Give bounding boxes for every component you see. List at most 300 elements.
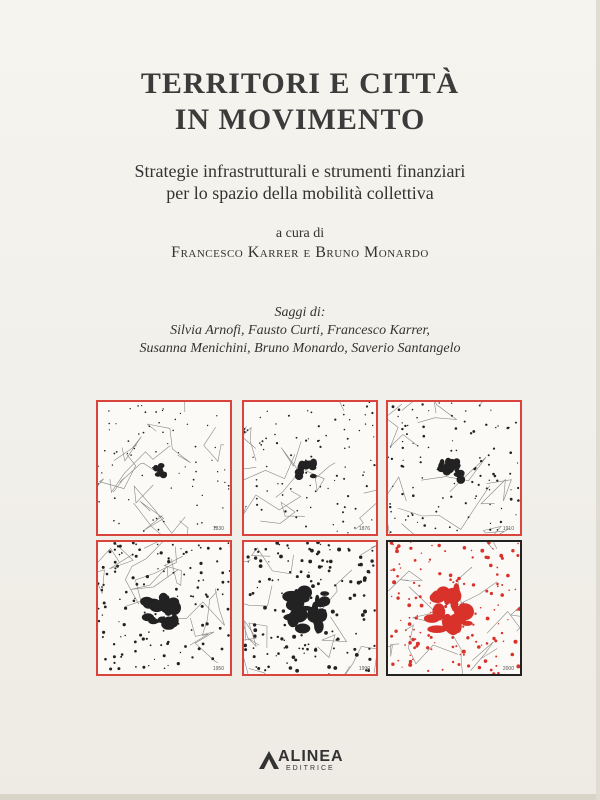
map-settlement: [472, 430, 475, 433]
editors-names: Francesco Karrer e Bruno Monardo: [171, 244, 429, 261]
title-line-1: TERRITORI E CITTÀ: [140, 67, 460, 100]
map-settlement: [103, 602, 106, 605]
map-settlement: [422, 426, 425, 429]
map-settlement: [320, 579, 322, 581]
map-settlement: [195, 603, 197, 605]
map-settlement: [134, 598, 135, 599]
map-settlement: [134, 448, 135, 449]
map-settlement: [498, 623, 499, 624]
map-road: [260, 502, 305, 523]
map-settlement: [104, 606, 107, 609]
map-urban-area: [296, 469, 301, 474]
map-settlement: [409, 660, 412, 663]
map-settlement: [479, 405, 481, 407]
map-settlement: [372, 564, 374, 566]
map-settlement: [409, 617, 411, 619]
map-settlement: [224, 469, 225, 470]
map-settlement: [430, 648, 432, 650]
map-settlement: [143, 530, 145, 532]
map-settlement: [392, 568, 395, 571]
map-settlement: [135, 666, 137, 668]
map-settlement: [101, 589, 103, 591]
map-settlement: [475, 641, 477, 643]
map-settlement: [421, 403, 423, 405]
map-settlement: [207, 425, 208, 426]
map-settlement: [98, 608, 100, 610]
map-settlement: [215, 447, 216, 448]
map-settlement: [128, 440, 130, 442]
map-settlement: [264, 669, 266, 671]
map-settlement: [168, 557, 170, 559]
map-settlement: [290, 488, 292, 490]
map-settlement: [288, 415, 290, 417]
map-settlement: [203, 579, 205, 581]
map-settlement: [509, 473, 511, 475]
map-settlement: [463, 654, 465, 656]
map-settlement: [365, 423, 366, 424]
map-road: [190, 618, 218, 663]
map-settlement: [428, 447, 430, 449]
map-settlement: [411, 513, 413, 515]
map-settlement: [344, 506, 346, 508]
map-settlement: [279, 544, 281, 546]
map-settlement: [497, 672, 500, 674]
map-settlement: [397, 544, 401, 548]
map-settlement: [334, 480, 335, 481]
map-settlement: [494, 609, 496, 611]
map-settlement: [417, 445, 418, 446]
map-settlement: [500, 521, 502, 523]
map-settlement: [266, 490, 268, 492]
map-settlement: [369, 402, 371, 403]
map-panel-5: [242, 540, 378, 676]
map-settlement: [415, 597, 418, 600]
map-settlement: [115, 423, 116, 424]
map-settlement: [268, 561, 269, 562]
map-settlement: [451, 415, 453, 417]
map-settlement: [435, 511, 437, 513]
map-settlement: [408, 598, 410, 600]
map-settlement: [315, 490, 317, 492]
map-settlement: [481, 645, 482, 646]
map-settlement: [222, 507, 223, 508]
map-settlement: [256, 485, 258, 487]
map-settlement: [420, 456, 422, 458]
map-settlement: [227, 608, 230, 611]
map-settlement: [373, 436, 374, 437]
map-settlement: [347, 495, 349, 497]
map-settlement: [183, 574, 185, 576]
map-settlement: [497, 425, 498, 426]
map-settlement: [355, 653, 359, 657]
map-urban-area: [320, 591, 329, 596]
map-settlement: [465, 502, 467, 504]
map-settlement: [155, 411, 157, 413]
map-settlement: [180, 548, 181, 549]
map-settlement: [193, 479, 195, 481]
map-settlement: [166, 642, 169, 645]
map-settlement: [272, 579, 274, 581]
map-settlement: [98, 620, 100, 622]
map-road: [244, 542, 251, 564]
map-settlement: [478, 484, 480, 486]
map-settlement: [410, 655, 412, 657]
map-settlement: [134, 641, 137, 644]
map-settlement: [511, 653, 515, 657]
map-settlement: [506, 574, 510, 578]
map-settlement: [485, 590, 488, 593]
map-settlement: [211, 657, 214, 660]
map-settlement: [514, 640, 518, 644]
map-settlement: [418, 585, 420, 587]
map-settlement: [101, 472, 102, 473]
map-settlement: [402, 441, 403, 442]
map-settlement: [420, 568, 422, 570]
map-settlement: [396, 575, 399, 578]
map-settlement: [280, 637, 283, 640]
map-settlement: [137, 405, 139, 407]
map-settlement: [265, 548, 268, 551]
map-settlement: [392, 486, 393, 487]
map-settlement: [349, 597, 352, 600]
map-settlement: [154, 659, 155, 660]
map-settlement: [185, 466, 186, 467]
map-urban-area: [145, 603, 153, 607]
map-settlement: [155, 451, 157, 453]
map-settlement: [132, 554, 134, 556]
curated-by-label: a cura di: [275, 226, 325, 241]
map-settlement: [389, 506, 391, 508]
map-settlement: [462, 626, 464, 628]
map-settlement: [464, 421, 466, 423]
map-settlement: [307, 574, 311, 578]
map-settlement: [326, 560, 328, 562]
map-settlement: [109, 429, 110, 430]
map-urban-area: [454, 606, 468, 618]
map-settlement: [136, 583, 139, 586]
map-settlement: [321, 559, 324, 562]
map-settlement: [439, 402, 440, 403]
map-settlement: [217, 480, 218, 481]
map-settlement: [244, 644, 247, 648]
map-settlement: [495, 427, 496, 428]
map-settlement: [134, 650, 137, 653]
map-settlement: [244, 648, 247, 651]
map-settlement: [449, 574, 453, 578]
map-settlement: [219, 627, 222, 630]
map-settlement: [200, 547, 202, 549]
map-settlement: [489, 564, 493, 568]
map-settlement: [341, 580, 343, 582]
map-settlement: [141, 405, 142, 406]
map-settlement: [328, 544, 330, 546]
map-settlement: [142, 666, 145, 669]
map-settlement: [191, 550, 192, 551]
map-settlement: [201, 522, 203, 524]
map-settlement: [497, 585, 499, 587]
map-settlement: [302, 648, 304, 650]
map-urban-area: [310, 474, 317, 478]
map-settlement: [278, 579, 280, 581]
map-road: [244, 410, 246, 451]
map-settlement: [412, 494, 415, 497]
map-settlement: [284, 624, 287, 627]
map-settlement: [408, 663, 412, 667]
map-year-label: 1950: [212, 666, 224, 672]
map-road: [147, 424, 190, 463]
map-settlement: [363, 594, 366, 597]
map-settlement: [423, 435, 426, 438]
map-settlement: [444, 605, 447, 608]
map-settlement: [459, 654, 461, 656]
map-settlement: [253, 628, 257, 632]
map-settlement: [420, 632, 422, 634]
map-settlement: [301, 559, 304, 562]
map-settlement: [510, 489, 511, 490]
map-settlement: [473, 468, 476, 471]
map-settlement: [114, 561, 117, 564]
map-settlement: [336, 475, 338, 477]
map-settlement: [310, 456, 312, 458]
map-road: [299, 402, 344, 411]
map-settlement: [276, 442, 278, 444]
map-settlement: [228, 485, 230, 487]
map-settlement: [113, 662, 115, 664]
map-settlement: [217, 471, 218, 472]
map-settlement: [228, 542, 230, 544]
map-road: [131, 566, 179, 589]
map-settlement: [252, 457, 253, 458]
map-settlement: [130, 408, 131, 409]
map-urban-area: [437, 465, 446, 472]
map-settlement: [249, 593, 252, 596]
map-road: [164, 556, 182, 585]
map-settlement: [270, 637, 272, 639]
publisher-a-icon: [258, 750, 280, 770]
map-settlement: [475, 498, 476, 499]
map-settlement: [466, 636, 469, 639]
map-settlement: [171, 487, 172, 488]
map-settlement: [412, 659, 414, 661]
map-settlement: [227, 581, 229, 583]
map-settlement: [333, 524, 334, 525]
map-settlement: [138, 548, 141, 551]
map-settlement: [256, 504, 258, 506]
map-settlement: [449, 526, 451, 528]
map-settlement: [197, 523, 199, 525]
map-settlement: [507, 619, 508, 620]
map-settlement: [438, 572, 441, 575]
map-settlement: [346, 652, 348, 654]
map-settlement: [310, 549, 314, 553]
map-settlement: [413, 629, 415, 631]
map-urban-area: [167, 601, 181, 615]
map-settlement: [263, 449, 264, 450]
map-settlement: [442, 669, 444, 671]
map-settlement: [331, 610, 335, 614]
map-settlement: [422, 517, 424, 519]
map-settlement: [407, 603, 411, 607]
map-settlement: [415, 638, 417, 640]
map-settlement: [407, 425, 408, 426]
map-settlement: [254, 556, 257, 559]
map-settlement: [501, 584, 503, 586]
map-settlement: [119, 554, 121, 556]
map-panel-6: [386, 540, 522, 676]
map-urban-area: [295, 612, 299, 625]
map-road: [398, 486, 490, 530]
map-settlement: [289, 571, 291, 573]
map-settlement: [192, 596, 194, 598]
map-urban-area: [453, 583, 460, 601]
map-road: [487, 612, 520, 666]
map-settlement: [201, 624, 204, 627]
map-settlement: [275, 423, 276, 424]
map-settlement: [486, 617, 490, 621]
publisher-name: ALINEA: [278, 748, 344, 765]
map-settlement: [308, 643, 310, 645]
map-settlement: [472, 624, 474, 626]
map-settlement: [503, 641, 505, 643]
map-settlement: [472, 583, 475, 586]
map-settlement: [245, 506, 246, 507]
map-settlement: [259, 564, 263, 568]
map-settlement: [455, 645, 457, 647]
map-settlement: [266, 653, 268, 655]
map-settlement: [508, 589, 510, 591]
publisher-subtitle: EDITRICE: [286, 765, 335, 772]
map-settlement: [363, 618, 366, 621]
map-settlement: [132, 542, 135, 544]
map-settlement: [355, 633, 357, 635]
map-settlement: [492, 548, 493, 549]
map-settlement: [456, 530, 458, 532]
map-urban-area: [315, 602, 327, 607]
map-settlement: [426, 646, 429, 649]
map-settlement: [347, 438, 349, 440]
map-settlement: [163, 521, 165, 523]
map-settlement: [417, 522, 418, 523]
map-settlement: [195, 471, 197, 473]
map-settlement: [457, 577, 461, 581]
map-settlement: [104, 450, 106, 452]
map-urban-area: [293, 589, 300, 605]
map-settlement: [480, 607, 482, 609]
map-settlement: [412, 487, 414, 489]
map-settlement: [371, 519, 372, 520]
map-settlement: [496, 480, 498, 482]
map-settlement: [103, 584, 105, 586]
map-settlement: [282, 494, 284, 496]
map-settlement: [297, 510, 299, 512]
map-settlement: [431, 545, 433, 547]
map-settlement: [98, 501, 100, 503]
map-settlement: [254, 548, 257, 551]
map-settlement: [370, 460, 371, 461]
map-year-label: 2000: [502, 666, 514, 672]
map-settlement: [353, 594, 356, 597]
map-settlement: [421, 553, 422, 554]
map-settlement: [148, 631, 150, 633]
map-urban-area: [308, 607, 317, 618]
map-settlement: [256, 479, 258, 481]
map-settlement: [196, 505, 198, 507]
map-settlement: [413, 443, 414, 444]
map-road: [480, 402, 520, 405]
map-road: [458, 567, 497, 603]
map-settlement: [480, 460, 482, 462]
map-settlement: [267, 411, 268, 412]
map-settlement: [328, 570, 331, 573]
map-settlement: [327, 488, 328, 489]
map-settlement: [402, 466, 404, 468]
map-urban-area: [442, 616, 449, 627]
map-settlement: [120, 636, 121, 637]
map-settlement: [429, 559, 431, 561]
map-settlement: [395, 549, 399, 553]
map-settlement: [282, 609, 285, 612]
map-settlement: [410, 542, 411, 543]
map-settlement: [296, 575, 299, 578]
map-settlement: [311, 584, 315, 588]
map-settlement: [190, 595, 192, 597]
map-settlement: [247, 429, 249, 431]
map-settlement: [355, 508, 357, 510]
map-settlement: [257, 667, 260, 670]
map-settlement: [262, 440, 264, 442]
map-settlement: [404, 425, 406, 427]
map-settlement: [329, 566, 332, 569]
map-settlement: [430, 612, 431, 613]
map-settlement: [489, 489, 490, 490]
map-settlement: [314, 656, 316, 658]
map-settlement: [260, 417, 261, 418]
map-settlement: [516, 554, 519, 557]
map-settlement: [471, 634, 474, 637]
map-settlement: [509, 451, 512, 454]
map-settlement: [394, 518, 395, 519]
map-settlement: [489, 529, 491, 531]
map-road: [98, 454, 136, 503]
map-year-label: 1990: [358, 666, 370, 672]
map-settlement: [337, 548, 341, 552]
map-settlement: [198, 647, 201, 650]
map-settlement: [334, 584, 336, 586]
map-settlement: [495, 656, 497, 658]
map-settlement: [401, 428, 403, 430]
map-settlement: [372, 425, 373, 426]
map-settlement: [277, 652, 280, 655]
map-settlement: [265, 438, 267, 440]
map-settlement: [156, 518, 158, 520]
map-settlement: [200, 571, 203, 574]
map-settlement: [160, 551, 163, 554]
map-settlement: [168, 665, 169, 666]
map-settlement: [216, 560, 218, 562]
map-settlement: [304, 644, 306, 646]
map-settlement: [413, 582, 415, 584]
map-settlement: [229, 570, 230, 572]
map-settlement: [135, 555, 138, 558]
map-settlement: [487, 542, 490, 545]
map-settlement: [191, 629, 193, 631]
map-settlement: [285, 645, 288, 648]
map-settlement: [113, 542, 116, 545]
map-settlement: [403, 460, 404, 461]
map-settlement: [399, 563, 401, 565]
map-settlement: [202, 495, 203, 496]
map-settlement: [277, 552, 279, 554]
